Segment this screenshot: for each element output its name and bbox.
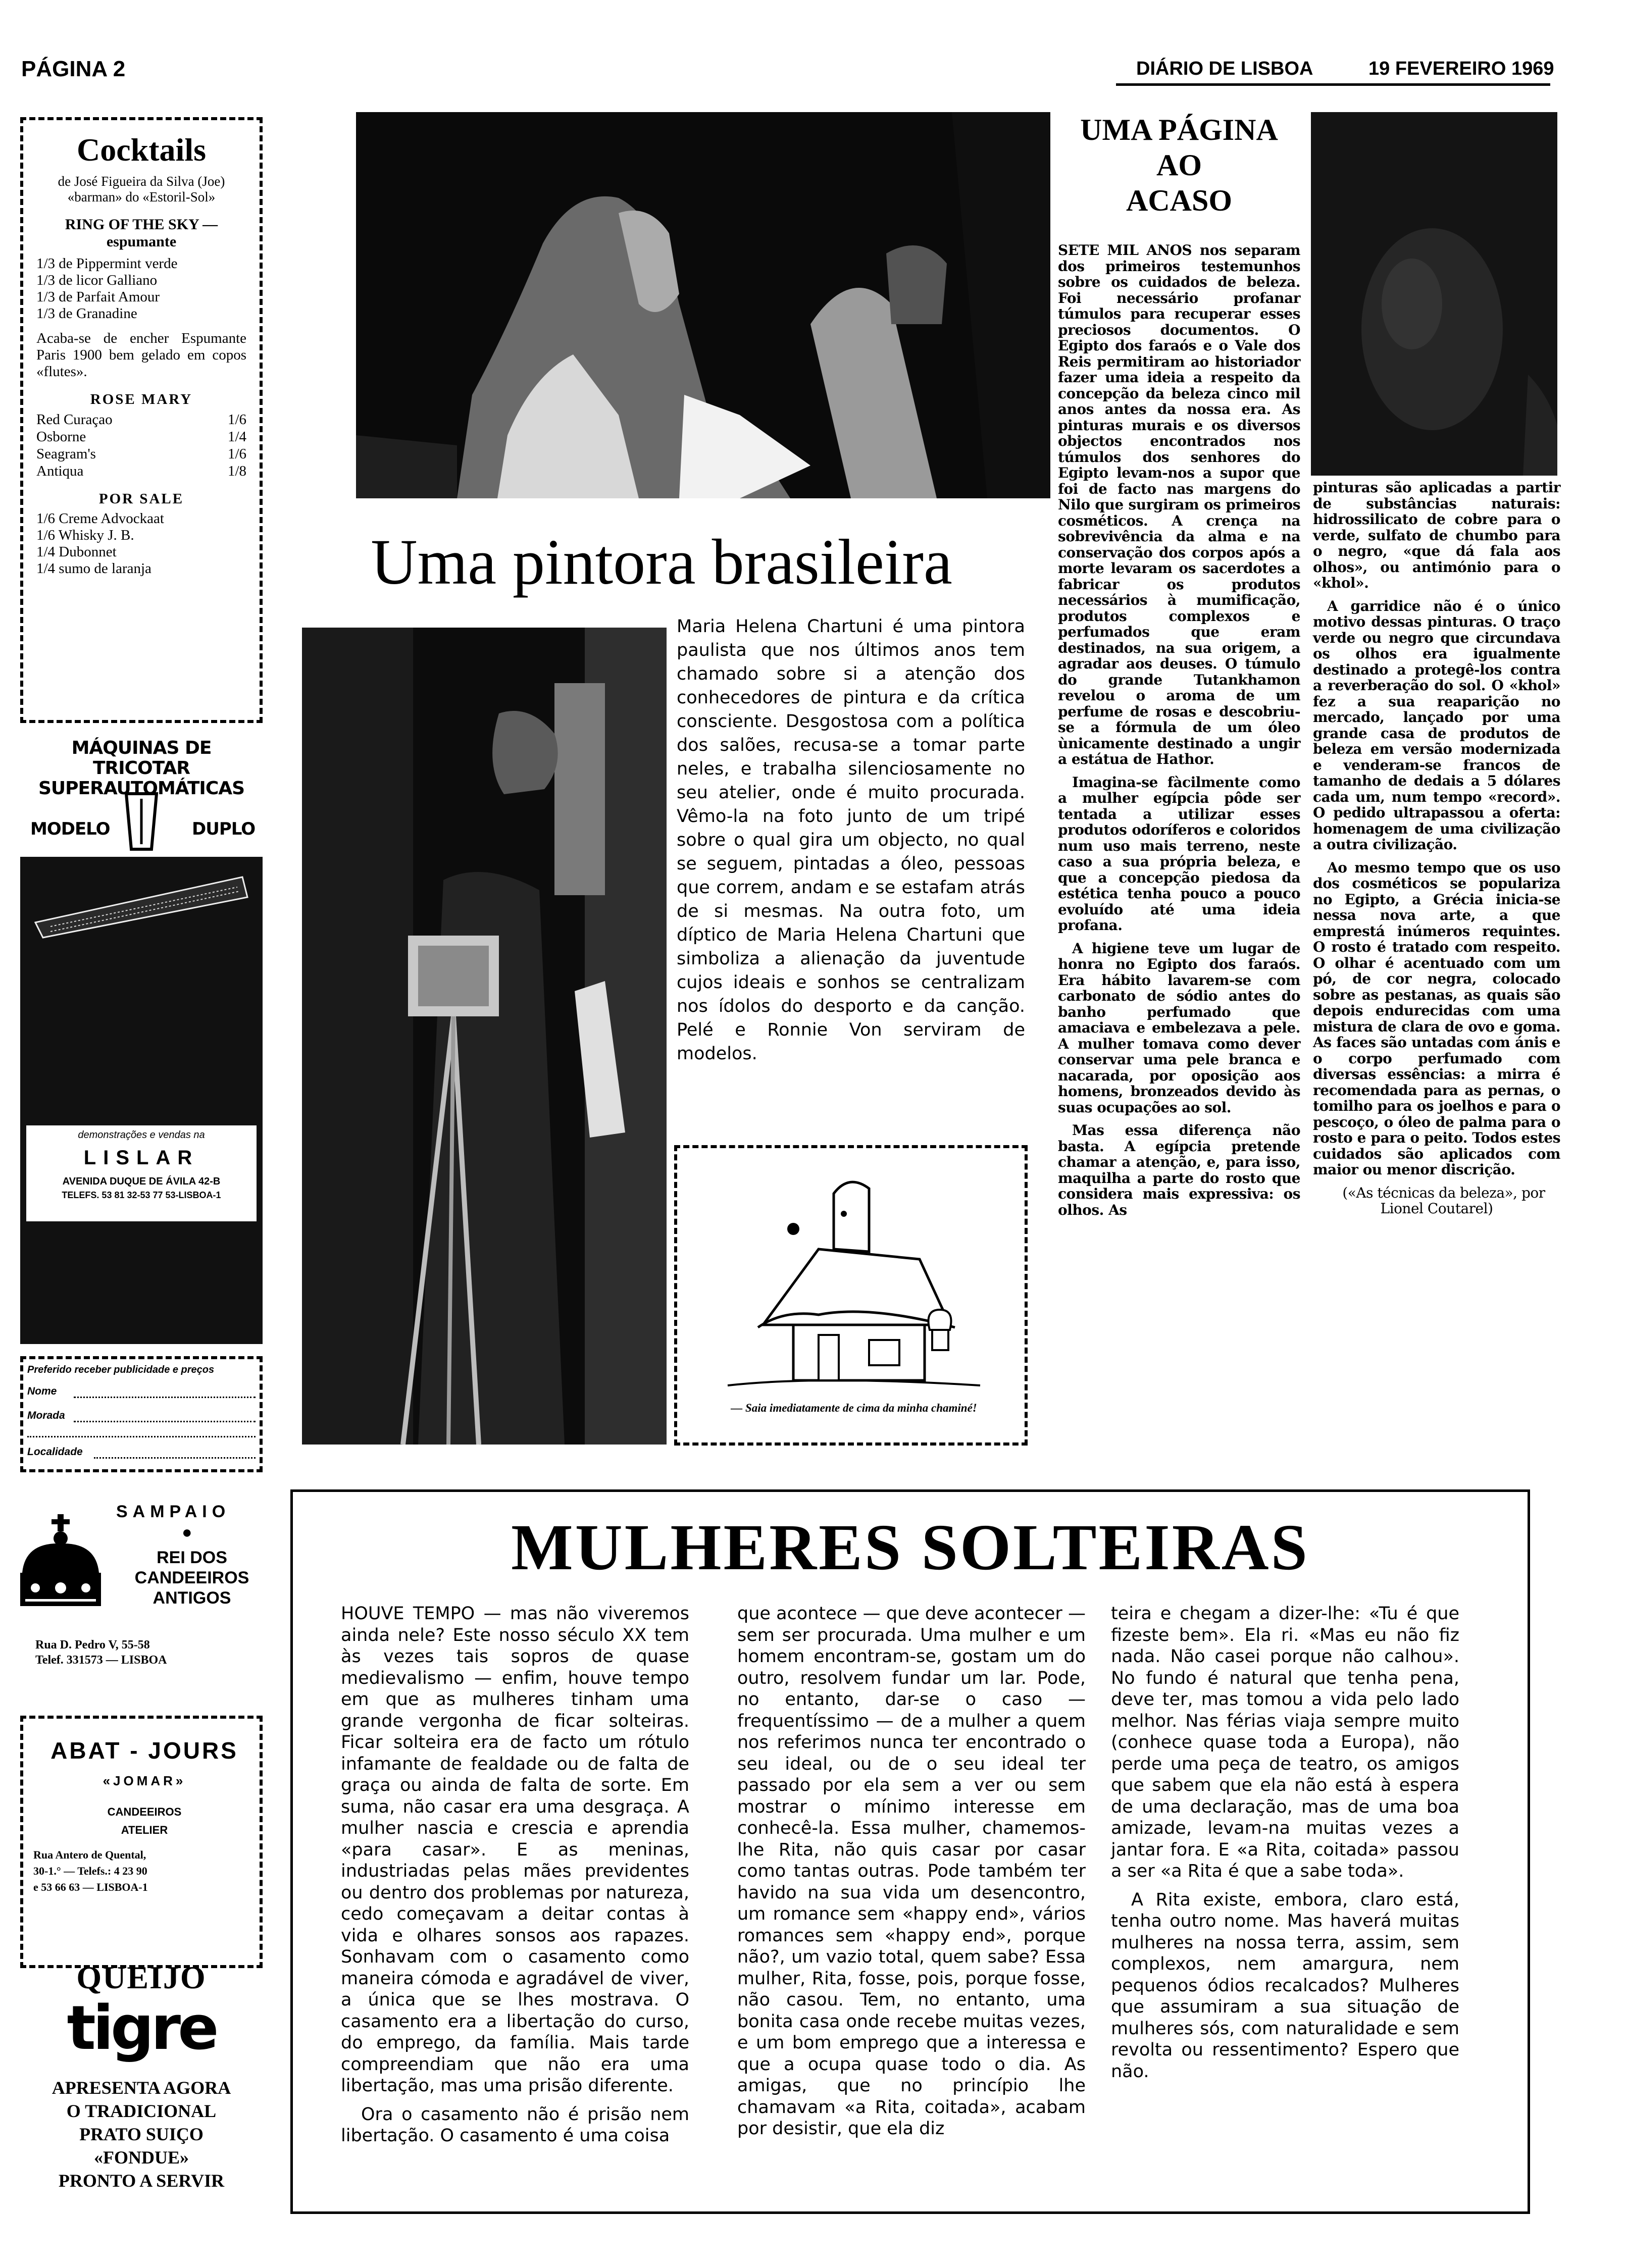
painting-figure-icon xyxy=(356,112,1050,498)
dark-texture-icon xyxy=(1311,112,1557,476)
article-body-acaso: SETE MIL ANOS nos separam dos primeiros testemunhos sobre os cuidados de beleza. Foi necessário profanar túmulos para recuperar esses preciosos documentos. O Egipto dos faraós e o Vale dos Reis permitiram ao historiador fazer uma ideia a respeito da concepção da beleza cinco mil anos antes da nossa era. As pinturas murais e os diversos objectos encontrados nos túmulos dos senhores do Egipto levam-nos a supor que foi de facto nas margens do Nilo que surgiram os primeiros cosméticos. A crença na sobrevivência da alma e na conservação dos corpos após a morte levaram os sacerdotes a fabricar os produtos necessários à mumificação, produtos complexos e perfumados que eram destinados, na sua origem, a agradar aos deuses. O túmulo do grande Tutankhamon revelou o aroma de um perfume de rosas e descobriu-se a fórmula de um óleo ùnicamente destinado a ungir a estátua de Hathor. Imagina-se fàcilmente como a mulher egípcia pôde ser tentada a utilizar esses produtos odoríferos e coloridos num uso mais terreno, neste caso a sua própria beleza, e que a concepção piedosa da estética tenha pouco a pouco evoluído até uma ideia profana. A higiene teve um lugar de honra no Egipto dos faraós. Era hábito lavarem-se com carbonato de sódio antes do banho perfumado que amaciava e embelezava a pele. A mulher tomava como dever conservar uma pele branca e nacarada, por oposição aos homens, bronzeados devido às suas ocupações ao sol. Mas essa diferença não basta. A egípcia pretende chamar a atenção, e, para isso, maquilha a parte do rosto que considera mais expressiva: os olhos. As xyxy=(1058,242,1300,1218)
recipe-row: Red Curaçao 1/6 xyxy=(36,411,246,428)
abat-line: CANDEEIROS xyxy=(107,1806,182,1818)
painter-with-tripod-icon xyxy=(302,628,667,1445)
recipe-name: POR SALE xyxy=(98,491,184,507)
recipe-line: 1/6 Whisky J. B. xyxy=(36,527,134,543)
recipe-name: ROSE MARY xyxy=(90,391,193,407)
cartoon-box xyxy=(674,1145,1028,1446)
cocktails-box xyxy=(20,117,263,723)
mulheres-solteiras-box xyxy=(290,1489,1530,2214)
sampaio-address: Rua D. Pedro V, 55-58 Telef. 331573 — LISBOA xyxy=(35,1638,167,1667)
cartoon-caption: — Saia imediatamente de cima da minha chaminé! xyxy=(731,1402,977,1414)
ad-title: MÁQUINAS DE TRICOTAR SUPERAUTOMÁTICAS xyxy=(38,738,245,799)
article-body-pintora: Maria Helena Chartuni é uma pintora paulista que nos últimos anos tem chamado sobre si a atenção dos conhecedores de pintura e da crítica consciente. Desgostosa com a política dos salões, recusa-se a tomar parte neles, e trabalha silenciosamente no seu atelier, onde é muito procurada. Vêmo-la na foto junto de um tripé sobre o qual gira um objecto, no qual se seguem, pintadas a óleo, pessoas que correm, andam e se estafam atrás de si mesmas. Na outra foto, um díptico de Maria Helena Chartuni que simboliza a alienação da juventude cujos ideais e sonhos se centralizam nos ídolos do desporto e da canção. Pelé e Ronnie Von serviram de modelos. xyxy=(677,616,1025,1064)
article-headline-pintora: Uma pintora brasileira xyxy=(371,526,952,598)
article-column-3: teira e chegam a dizer-lhe: «Tu é que fizeste bem». Ela ri. «Mas eu não fiz nada. Não casei porque não calhou». No fundo é natural que tenha pena, deve ter, mas tomou a vida pelo lado melhor. Nas férias viaja sempre muito (conhece quase toda a Europa), não perde uma peça de teatro, os amigos que sabem que ela não está à espera de uma declaração, mas de uma boa amizade, levam-na muitas vezes a jantar fora. E «a Rita, coitada» passou a ser «a Rita é que a sabe toda». A Rita existe, embora, claro está, tenha outro nome. Mas haverá muitas mulheres na nossa terra, assim, sem complexos, nem amargura, nem pequenos ódios recalcados? Mulheres que assumiram a sua situação de mulheres sós, com naturalidade e sem revolta ou ressentimento? Espero que não. xyxy=(1111,1604,1459,2082)
lead-in: SETE MIL ANOS xyxy=(1058,242,1192,259)
recipe-line: 1/3 de Granadine xyxy=(36,305,137,322)
page-number: PÁGINA 2 xyxy=(21,57,126,81)
article-headline-acaso: UMA PÁGINA AO ACASO xyxy=(1080,113,1278,217)
recipe-row: Osborne 1/4 xyxy=(36,429,246,445)
newspaper-name: DIÁRIO DE LISBOA xyxy=(1136,58,1313,79)
lislar-panel xyxy=(26,1125,257,1221)
abat-sub: «JOMAR» xyxy=(103,1773,186,1788)
crown-icon xyxy=(15,1512,106,1613)
issue-date: 19 FEVEREIRO 1969 xyxy=(1368,58,1554,79)
recipe-line: 1/3 de Pippermint verde xyxy=(36,255,178,272)
address-field-line2[interactable] xyxy=(27,1435,256,1437)
form-label-address: Morada xyxy=(27,1410,65,1421)
lislar-phones: TELEFS. 53 81 32-53 77 53-LISBOA-1 xyxy=(62,1190,221,1200)
queijo-title: QUEIJO xyxy=(76,1960,207,1995)
demo-text: demonstrações e vendas na xyxy=(78,1129,205,1141)
cocktails-byline: de José Figueira da Silva (Joe) «barman» do «Estoril-Sol» xyxy=(58,174,225,204)
recipe-line: 1/3 de licor Galliano xyxy=(36,272,158,288)
article-body-acaso-cont: pinturas são aplicadas a partir de substâncias naturais: hidrossilicato de cobre para o verde, sulfato de chumbo para o negro, «que dá fala aos olhos», ou antimónio para o «khol». A garridice não é o único motivo dessas pinturas. O traço verde ou negro que circundava os olhos era igualmente destinado a protegê-los contra a reverberação do sol. O «khol» fez a sua reaparição no mercado, lançado por uma grande casa de produtos de beleza em versão modernizada e venderam-se francos de tamanho de dedais a 5 dólares cada um, num tempo «record». O pedido ultrapassou a oferta: homenagem de uma civilização a outra civilização. Ao mesmo tempo que os uso dos cosméticos se populariza no Egipto, a Grécia inicia-se nessa nova arte, a que emprestá inúmeros requintes. O rosto é tratado com respeito. O olhar é acentuado com um pó, de cor negra, colocado sobre as pestanas, as quais são depois endurecidas com uma mistura de clara de ovo e goma. As faces são untadas com ánis e o corpo perfumado com diversas essências: a mirra é recomendada para as pernas, o tomilho para os joelhos e para o pescoço, o óleo de palma para o rosto e para o peito. Todos estes cuidados são aplicados com maior ou menor discrição. («As técnicas da beleza», por Lionel Coutarel) xyxy=(1313,479,1560,1217)
snowy-house-cartoon-icon xyxy=(718,1158,990,1396)
form-title: Preferido receber publicidade e preços xyxy=(27,1364,215,1375)
recipe-note: Acaba-se de encher Espumante Paris 1900 bem gelado em copos «flutes». xyxy=(36,330,246,380)
recipe-row: Seagram's 1/6 xyxy=(36,446,246,462)
form-label-locality: Localidade xyxy=(27,1446,83,1458)
egyptian-art-photo xyxy=(1311,112,1557,476)
bracket-icon xyxy=(116,789,172,854)
queijo-tigre-ad xyxy=(15,1959,268,2222)
cocktails-title: Cocktails xyxy=(77,132,206,168)
tigre-logo: tigre xyxy=(67,1993,216,2064)
recipe-line: 1/4 sumo de laranja xyxy=(36,560,151,577)
abat-jours-ad xyxy=(20,1716,263,1968)
form-label-name: Nome xyxy=(27,1385,57,1397)
abat-title: ABAT - JOURS xyxy=(50,1737,238,1764)
painting-photo xyxy=(356,112,1050,498)
recipe-line: 1/6 Creme Advockaat xyxy=(36,510,164,527)
sampaio-tagline: REI DOS CANDEEIROS ANTIGOS xyxy=(134,1548,249,1608)
article-headline-mulheres: MULHERES SOLTEIRAS xyxy=(511,1511,1309,1584)
recipe-line: 1/3 de Parfait Amour xyxy=(36,289,160,305)
ad-label-modelo: MODELO xyxy=(30,819,110,839)
locality-field[interactable] xyxy=(94,1456,256,1459)
lislar-name: LISLAR xyxy=(83,1147,199,1169)
recipe-row: Antiqua 1/8 xyxy=(36,463,246,479)
queijo-description: APRESENTA AGORA O TRADICIONAL PRATO SUIÇO «FONDUE» PRONTO A SERVIR xyxy=(52,2078,231,2191)
sampaio-name: SAMPAIO xyxy=(116,1502,231,1521)
knitting-machine-ad xyxy=(20,738,263,1344)
name-field[interactable] xyxy=(74,1396,256,1398)
knitting-machine-icon xyxy=(30,867,252,943)
info-request-form xyxy=(20,1356,263,1472)
address-field[interactable] xyxy=(74,1420,256,1422)
painter-photo xyxy=(302,628,667,1445)
article-source: («As técnicas da beleza», por Lionel Coutarel) xyxy=(1342,1184,1545,1217)
abat-address: Rua Antero de Quental, 30-1.° — Telefs.: 4 23 90 e 53 66 63 — LISBOA-1 xyxy=(33,1848,148,1893)
article-column-2: que acontece — que deve acontecer — sem ser procurada. Uma mulher e um homem encontram-se, gostam um do outro, resolvem fundar um lar. Pode, no entanto, dar-se o caso — frequentíssimo — de a mulher a quem nos referimos nunca ter encontrado o seu ideal, ou de o seu ideal ter passado por ela sem a ver ou sem mostrar o mínimo interesse em conhecê-la. Essa mulher, chamemos-lhe Rita, não quis casar por casar como tantas outras. Pode também ter havido na sua vida um desencontro, um romance sem «happy end», vários romances sem «happy end», porque não?, um vazio total, quem sabe? Essa mulher, Rita, fosse, pois, porque fosse, não casou. Tem, no entanto, uma bonita casa onde recebe muitas vezes, e um bom emprego que a interessa e que a ocupa quase todo o dia. As amigas, que no princípio lhe chamavam «a Rita, coitada», acabam por desistir, que ela diz xyxy=(737,1604,1086,2139)
sampaio-ad xyxy=(15,1502,268,1689)
header-rule xyxy=(1116,83,1550,86)
article-column-1: HOUVE TEMPO — mas não viveremos ainda nele? Este nosso século XX tem às vezes tais sopros de quase medievalismo — enfim, houve tempo em que as mulheres tinham uma grande vergonha de ficar solteiras. Ficar solteira era de facto um rótulo infamante de fealdade ou de falta de graça ou ainda de falta de sorte. Em suma, não casar era uma desgraça. A mulher nascia e crescia e aprendia «para casar». E as meninas, industriadas pelas mães previdentes ou dentro dos problemas por natureza, cedo começavam a deitar contas à vida e olhares sonsos aos rapazes. Sonhavam com o casamento como maneira cómoda e agradável de viver, a única que se lhes mostrava. O casamento era a libertação do curso, do emprego, da família. Mais tarde compreendiam que não era uma libertação, mas uma prisão diferente. Ora o casamento não é prisão nem libertação. O casamento é uma coisa xyxy=(341,1604,689,2146)
ad-label-duplo: DUPLO xyxy=(192,819,256,839)
bullet-icon: ● xyxy=(182,1523,192,1542)
recipe-line: 1/4 Dubonnet xyxy=(36,544,117,560)
recipe-name: RING OF THE SKY — espumante xyxy=(65,216,218,250)
ad-dark-panel xyxy=(20,857,263,1344)
abat-line: ATELIER xyxy=(121,1824,168,1836)
lislar-address: AVENIDA DUQUE DE ÁVILA 42-B xyxy=(62,1176,221,1187)
